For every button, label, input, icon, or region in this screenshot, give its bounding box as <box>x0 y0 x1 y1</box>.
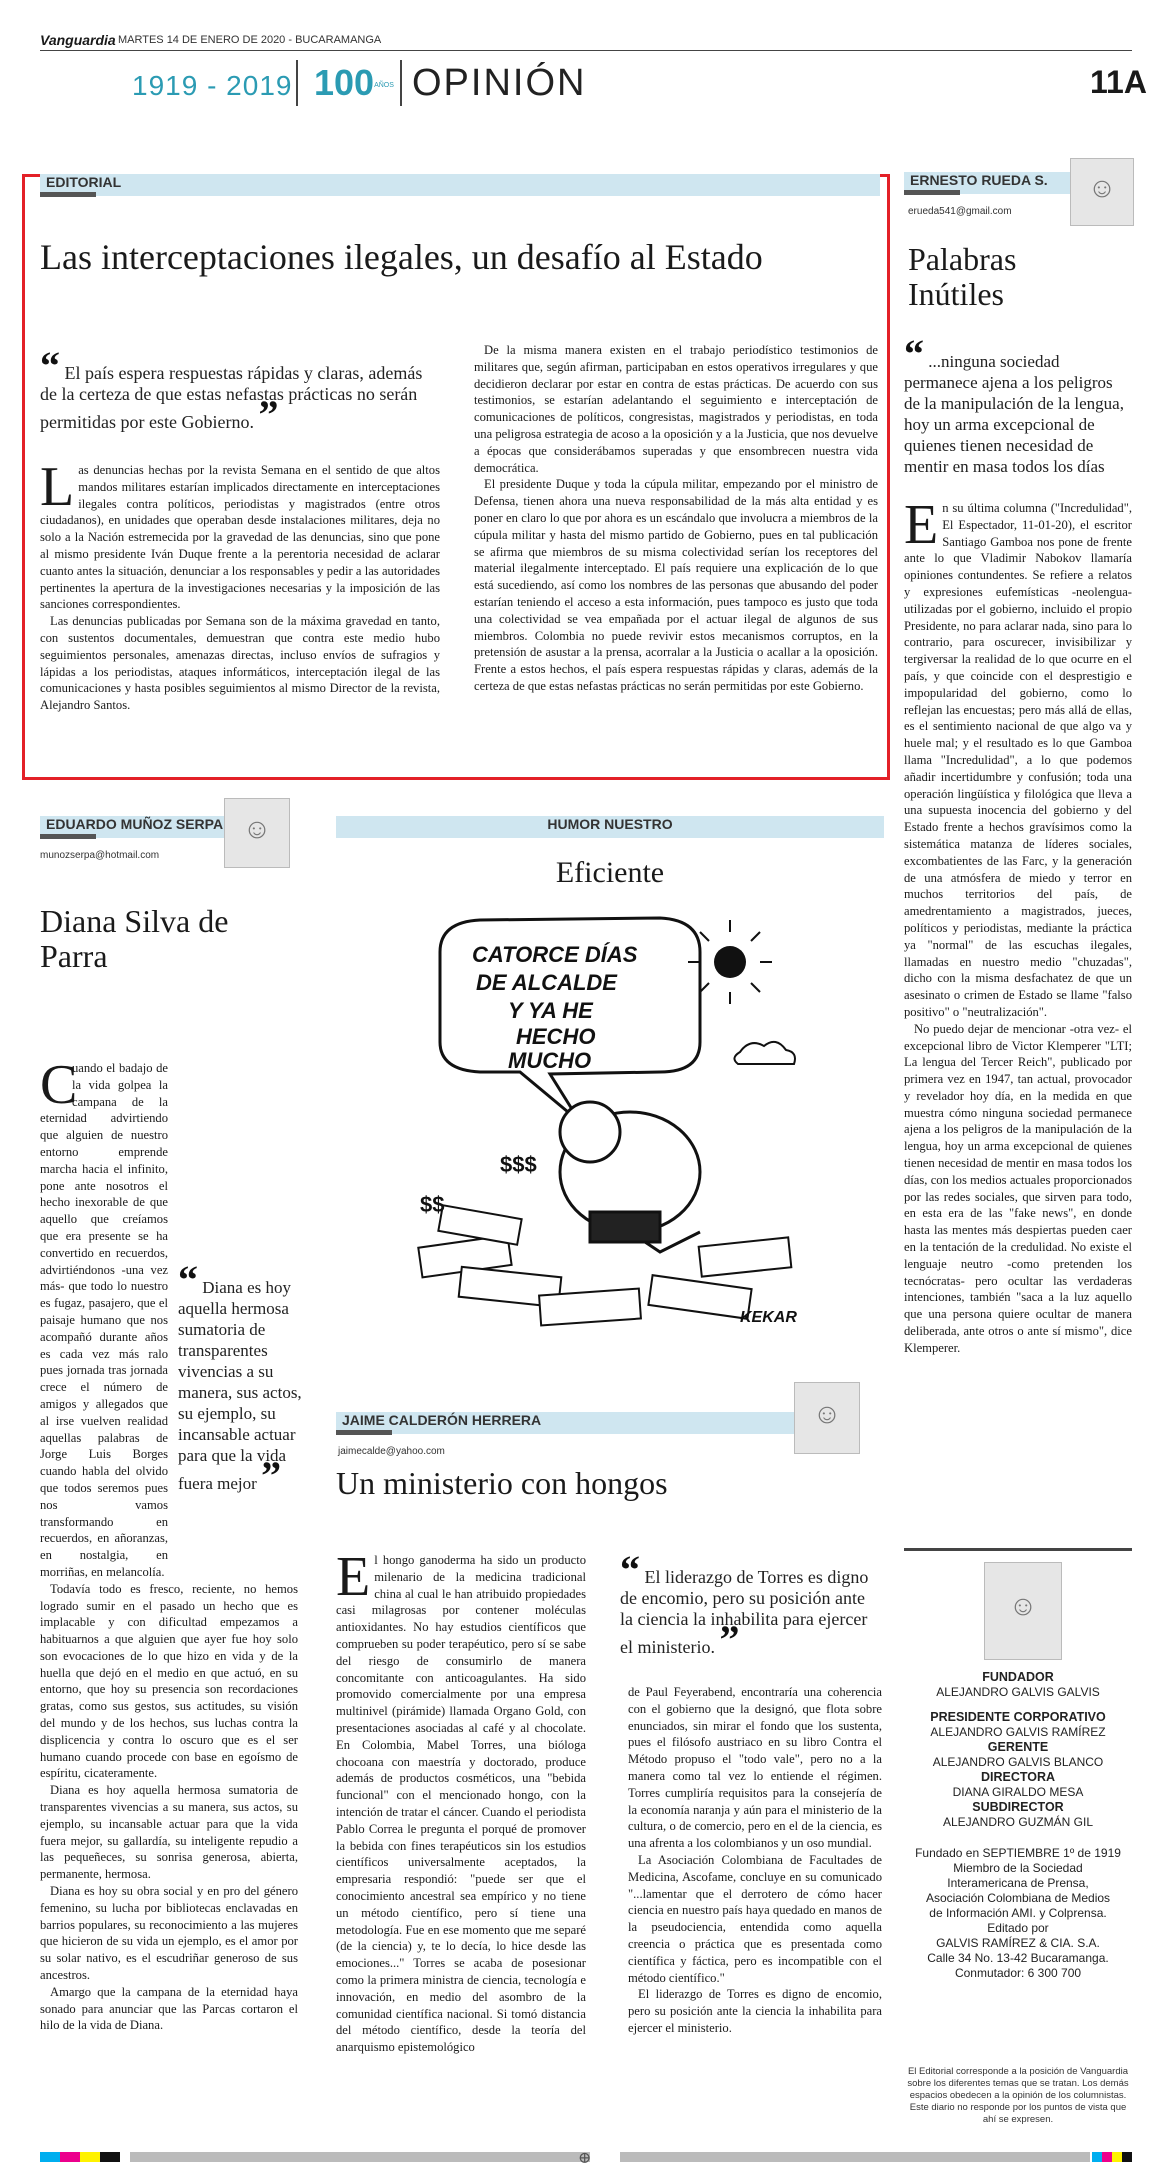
calderon-paragraph: l hongo ganoderma ha sido un producto milenario de la medicina tradicional china al cual le han atribuido propiedades casi milagrosas por contener moléculas antioxidantes. No hay estudios científicos que comprueben su poder terapéutico, pero sí se sabe del riesgo de consumirlo de manera concomitante con anticoagulantes. Ha sido promovido comercialmente por una empresa multinivel (pirámide) llamada Organo Gold, con presentaciones asociadas al café y al chocolate. En Colombia, Mabel Torres, una bióloga chocoana con maestría y doctorado, produce además de productos cosméticos, una "bebida funcional" con el mencionado hongo, con la intención de tratar el cáncer. Cuando el periodista Pablo Correa le pregunta el porqué de promover la bebida con fines terapéuticos sin los estudios científicos universalmente aceptados, la empresaria respondió: "puede ser que el conocimiento ancestral sea empírico y no tiene un método científico, pero sí tiene una metodología. Fue en ese momento que me separé (de la ciencia) y, te lo decía, lo hice desde las emociones..." Torres se acaba de posesionar como la primera ministra de ciencia, tecnología e innovación, en medio del asombro de la comunidad científica nacional. Si tomó distancia del método científico, desde la teoría del anarquismo epistemológico <box>336 1553 586 2055</box>
rueda-pull-quote <box>904 331 1130 477</box>
anniversary-years: 1919 - 2019 <box>132 70 293 101</box>
staff-rule <box>904 1548 1132 1551</box>
founder-portrait <box>984 1562 1062 1660</box>
rueda-dropcap: E <box>904 494 939 556</box>
rueda-paragraph: No puedo dejar de mencionar -otra vez- el excepcional libro de Victor Klemperer "LTI; La lengua del Tercer Reich", publicado por primera vez en 1947, tan actual, provocador y revelador hoy día, en la medida en que muestra cómo ninguna sociedad permanece ajena a los peligros de la manipulación de la lengua, hoy un arma excepcional de quienes tienen necesidad de mentir en masa todos los días, con los medios actuales proporcionados por las redes sociales, que sirven para todo, en esta era de las "fake news", en donde hasta las mentes más despiertas pueden caer en la tentación de la credulidad. No existe el lenguaje neutro -como pretenden los tecnócratas- pero ocultar las verdaderas intenciones, también "saca a la luz aquello que una persona quiere ocultar de manera deliberada, ante otros o ante sí mismo", dice Klemperer. <box>904 1021 1132 1355</box>
editorial-headline: Las interceptaciones ilegales, un desafío al Estado <box>40 237 763 277</box>
calderon-paragraph: El liderazgo de Torres es digno de encomio, pero su posición ante la ciencia la inhabilita para ejercer el ministerio. <box>628 1987 882 2035</box>
rueda-paragraph: n su última columna ("Incredulidad", El Espectador, 11-01-20), el escritor Santiago Gamboa nos pone de frente ante lo que Vladimir Nabokov llamaría opiniones contundentes. Se refiere a relatos y expresiones eufemísticas -neolengua- utilizadas por el gobierno, incluido el propio Presidente, no para aclarar nada, sino para lo contrario, para oscurecer, invisibilizar y tergiversar la realidad de lo que ocurre en el país, y que coincide con el desprestigio e impopularidad del gobierno, como lo reflejan las encuestas; pero más allá de ellas, es el sentimiento nacional de que algo va y huele mal; y el resultado es lo que Gamboa llama "Incredulidad", a lo que podemos añadir incertidumbre y confusión; toda una operación lingüística y filológica que lleva a una supuesta inocencia del gobierno y del Estado frente a hechos gravísimos como la sistemática matanza de líderes sociales, excombatientes de las Farc, y la generación de una atmósfera de miedo y terror en muchos territorios del país, de amedrentamiento a magistrados, jueces, políticos y periodistas, mediante la práctica ya "normal" de las escuchas ilegales, llamadas en nuestro medio "chuzadas", dicho con la misma desfachatez de que un asesinato o crimen de Estado se llame "falso positivo" o "neutralización". <box>904 501 1132 1019</box>
staff-info: Calle 34 No. 13-42 Bucaramanga. <box>927 1951 1109 1965</box>
person-icon: ☺ <box>1008 1591 1038 1623</box>
munoz-band-marker <box>40 834 96 839</box>
subdirector-name: ALEJANDRO GUZMÁN GIL <box>942 1815 1094 1829</box>
logo-word: AÑOS <box>374 81 394 89</box>
calderon-dropcap: E <box>336 1546 371 1608</box>
person-icon: ☺ <box>812 1399 842 1431</box>
humor-title: Eficiente <box>555 856 665 889</box>
founder-role: FUNDADOR <box>982 1670 1054 1684</box>
calderon-band-marker <box>336 1430 392 1435</box>
editorial-paragraph: Las denuncias publicadas por Semana son de la máxima gravedad en tanto, con sustentos documentales, demuestran que contra este medio hubo seguimientos personales, amenazas directas, incluso envíos de sufragios y lápidas a los periodistas, ataques informáticos, interceptación ilegal de las comunicaciones y hasta posibles seguimientos al mismo Director de la revista, Alejandro Santos. <box>40 614 440 713</box>
staff-info: Conmutador: 6 300 700 <box>954 1966 1082 1980</box>
staff-info: Interamericana de Prensa, <box>947 1876 1089 1890</box>
open-quote-icon: “ <box>904 331 924 376</box>
bubble-text: HECHO <box>516 1024 596 1049</box>
dateline: MARTES 14 DE ENERO DE 2020 - BUCARAMANGA <box>118 34 382 46</box>
calderon-column-2 <box>628 1684 882 2037</box>
munoz-paragraph: Todavía todo es fresco, reciente, no hemos logrado sumir en el pasado un hecho que es implacable y con dificultad empezamos a habituarnos a que alguien que ayer fue hoy solo son evocaciones de lo que hizo en vida y de la huella que dejó en el medio en que actuó, en su entorno, que hoy su presencia son recordaciones gratas, como sus gestos, sus actitudes, su visión del mundo y de los hechos, sus luchas contra la displicencia y contra lo oscuro que es el ser humano cuando procede con base en egoísmo de espíritu, cicateramente. <box>40 1581 298 1781</box>
munoz-author: EDUARDO MUÑOZ SERPA <box>46 816 224 832</box>
munoz-paragraph: uando el badajo de la vida golpea la campana de la eternidad advirtiendo que alguien de nuestro entorno emprende marcha hacia el infinito, pone ante nosotros el hecho inexorable de que aquello que creíamos que era presente se ha convertido en recuerdos, advirtiéndonos -una vez más- que todo lo nuestro es fugaz, pasajero, que el paisaje humano que nos acompañó durante años es cada vez más ralo pues jornada tras jornada crece el número de amigos y allegados que al irse vuelven realidad aquellas palabras de Jorge Luis Borges cuando habla del olvido que todos seremos pues nos vamos transformando en recuerdos, en añoranzas, en nostalgia, en morriñas, en melancolía. <box>40 1061 168 1579</box>
cartoonist-signature: KEKAR <box>740 1309 797 1326</box>
calderon-column-1 <box>336 1546 586 2056</box>
humor-label: HUMOR NUESTRO <box>547 816 673 832</box>
calderon-paragraph: de Paul Feyerabend, encontraría una coherencia con el gobierno que la designó, que flota sobre enunciados, sin mirar el fondo que los sustenta, pues el filósofo austriaco en su libro Contra el Método propuso el "todo vale", pero no a la manera como tal vez lo entiende el régimen. Torres cumpliría requisitos para la consejería de la economía naranja y aún para el ministerio de la cultura, o de comercio, pero en el de la ciencia, es una afrenta a los colombianos y un oso mundial. <box>628 1685 882 1851</box>
editorial-paragraph: as denuncias hechas por la revista Semana en el sentido de que altos mandos militares estarían implicados directamente en interceptaciones ilegales contra políticos, periodistas y magistrados (entre otros ciudadanos), en unidades que operaban desde instalaciones militares, deja no solo a la Nación estremecida por la gravedad de las denuncias, sino que pone al mismo presidente Iván Duque frente a la perentoria necesidad de aclarar cuanto antes la situación, denunciar a los responsables y pedir a las autoridades pertinentes la apertura de la investigaciones necesarias y la imposición de las sanciones correspondientes. <box>40 463 440 612</box>
calderon-headline: Un ministerio con hongos <box>336 1465 668 1501</box>
president-role: PRESIDENTE CORPORATIVO <box>930 1710 1106 1724</box>
dollar-sign-icon: $$$ <box>500 1152 537 1177</box>
editorial-paragraph: El presidente Duque y toda la cúpula militar, empezando por el ministro de Defensa, tienen ahora una nueva responsabilidad de la más alta entidad y es poner en claro lo que por ahora es un escándalo que involucra a miembros de la cúpula militar y hasta del mismo partido de Gobierno, pues en tal publicación se afirma que miembros de su misma colectividad serían los receptores del material ilegalmente interceptado. El país requiere una explicación de lo que está sucediendo, así como los nombres de las personas que abusando del poder estarían teniendo el acceso a esta información, pues tampoco es justo que toda una colectividad se vea empañada por el actuar ilegal de algunos de sus miembros. Colombia no puede revivir estos mecanismos corruptos, en la pretensión de asustar a la prensa, acorralar a la Justicia o acallar a la oposición. Frente a estos hechos, el país espera respuestas rápidas y claras, además de la certeza de que estas nefastas prácticas no serán permitidas por este Gobierno. <box>474 477 878 693</box>
munoz-pull-quote-text: Diana es hoy aquella hermosa sumatoria de transparentes vivencias a su manera, sus actos, su ejemplo, su incansable actuar para que la vida fuera mejor <box>178 1278 302 1493</box>
munoz-dropcap: C <box>40 1054 78 1116</box>
editorial-pull-quote-text: El país espera respuestas rápidas y claras, además de la certeza de que estas nefastas prácticas no serán permitidas por este Gobierno. <box>40 363 423 432</box>
logo-number: 100 <box>314 62 375 103</box>
calderon-author: JAIME CALDERÓN HERRERA <box>342 1412 542 1428</box>
staff-info: de Información AMI. y Colprensa. <box>929 1906 1107 1920</box>
editorial-dropcap: L <box>40 456 75 518</box>
rueda-pull-quote-text: ...ninguna sociedad permanece ajena a los peligros de la manipulación de la lengua, hoy un arma excepcional de quienes tienen necesidad de mentir en masa todos los días <box>904 352 1124 476</box>
director-name: DIANA GIRALDO MESA <box>952 1785 1084 1799</box>
anniversary-logo <box>314 62 394 104</box>
staff-info: Editado por <box>987 1921 1049 1935</box>
munoz-paragraph: Amargo que la campana de la eternidad haya sonado para anunciar que las Parcas cortaron el hilo de la vida de Diana. <box>40 1984 298 2033</box>
dollar-sign-icon: $$ <box>420 1192 445 1217</box>
close-quote-icon: ” <box>719 1617 740 1662</box>
munoz-avatar <box>224 798 290 868</box>
calderon-avatar <box>794 1382 860 1454</box>
open-quote-icon: “ <box>40 343 60 388</box>
mayor-figure <box>560 1102 700 1252</box>
editorial-label: EDITORIAL <box>46 174 122 190</box>
rueda-body <box>904 494 1132 1357</box>
header-divider-2 <box>400 60 402 106</box>
rueda-email: erueda541@gmail.com <box>908 206 1012 217</box>
rueda-band-marker <box>904 190 960 195</box>
munoz-headline: Diana Silva de Parra <box>40 903 229 975</box>
close-quote-icon: ” <box>261 1453 282 1498</box>
editorial-band <box>40 174 880 196</box>
calderon-pull-quote <box>620 1547 882 1662</box>
rueda-headline: Palabras Inútiles <box>908 241 1017 313</box>
staff-info: Fundado en SEPTIEMBRE 1º de 1919 <box>915 1846 1121 1860</box>
disclaimer: El Editorial corresponde a la posición de Vanguardia sobre los diferentes temas que se tratan. Los demás espacios obedecen a la opinión de los columnistas. Este diario no responde por los puntos de vista que ahí se expresen. <box>907 2066 1129 2125</box>
staff-info: GALVIS RAMÍREZ & CIA. S.A. <box>936 1936 1100 1950</box>
open-quote-icon: “ <box>178 1257 198 1302</box>
rueda-avatar <box>1070 158 1134 226</box>
staff-info: Miembro de la Sociedad <box>953 1861 1083 1875</box>
header-rule <box>40 50 1132 51</box>
page-number: 11A <box>1090 64 1147 100</box>
person-icon: ☺ <box>242 814 272 846</box>
bubble-text: CATORCE DÍAS <box>472 942 638 967</box>
cartoon-illustration <box>400 912 840 1352</box>
president-name: ALEJANDRO GALVIS RAMÍREZ <box>930 1725 1106 1739</box>
close-quote-icon: ” <box>258 392 279 437</box>
bubble-text: MUCHO <box>508 1048 592 1073</box>
editorial-pull-quote <box>40 343 440 437</box>
bubble-text: DE ALCALDE <box>476 970 617 995</box>
director-role: DIRECTORA <box>980 1770 1056 1784</box>
editorial-band-marker <box>40 192 96 197</box>
staff-info: Asociación Colombiana de Medios <box>925 1891 1111 1905</box>
munoz-body <box>40 1054 298 2034</box>
open-quote-icon: “ <box>620 1547 640 1592</box>
registration-mark-icon: ⊕ <box>578 2150 592 2167</box>
staff-box <box>904 1670 1132 1981</box>
cloud-icon <box>734 1042 795 1064</box>
munoz-email: munozserpa@hotmail.com <box>40 850 160 861</box>
section-title: OPINIÓN <box>412 62 587 104</box>
munoz-paragraph: Diana es hoy su obra social y en pro del género femenino, su lucha por bibliotecas enclavadas en barrios populares, su reconocimiento a las mujeres que hicieron de su vida un ejemplo, es el amor por su solar nativo, es el escudriñar generoso de sus ancestros. <box>40 1884 298 1983</box>
editorial-paragraph: De la misma manera existen en el trabajo periodístico testimonios de militares que, según afirman, participaban en estos operativos irregulares y que decidieron declarar por estar en contra de estas prácticas. De acuerdo con sus testimonios, se estarían adelantando el seguimiento e interceptación de comunicaciones de políticos, congresistas, magistrados y periodistas, en toda una peligrosa estrategia de acoso a la oposición y a la Justicia, que nos devuelve a épocas que considerábamos superadas y que ensombrecen nuestra vida democrática. <box>474 343 878 475</box>
bubble-text: Y YA HE <box>508 998 593 1023</box>
editorial-column-2 <box>474 342 878 695</box>
masthead: Vanguardia <box>40 32 116 48</box>
person-icon: ☺ <box>1087 173 1117 205</box>
manager-name: ALEJANDRO GALVIS BLANCO <box>932 1755 1104 1769</box>
founder-name: ALEJANDRO GALVIS GALVIS <box>936 1685 1100 1699</box>
manager-role: GERENTE <box>987 1740 1049 1754</box>
calderon-email: jaimecalde@yahoo.com <box>338 1446 445 1457</box>
calderon-paragraph: La Asociación Colombiana de Facultades de Medicina, Ascofame, concluye en su comunicado "...lamentar que el derrotero de cómo hacer ciencia en nuestro país haya quedado en manos de la pseudociencia, entendida como aquella creencia o práctica que es presentada como científica y fáctica, pero es incompatible con el método científico." <box>628 1852 882 1985</box>
subdirector-role: SUBDIRECTOR <box>972 1800 1064 1814</box>
rueda-author: ERNESTO RUEDA S. <box>910 172 1048 188</box>
calderon-pull-quote-text: El liderazgo de Torres es digno de encomio, pero su posición ante la ciencia la inhabilita para ejercer el ministerio. <box>620 1567 869 1657</box>
editorial-column-1 <box>40 456 440 714</box>
header-divider <box>296 60 298 106</box>
munoz-paragraph: Diana es hoy aquella hermosa sumatoria de transparentes vivencias a su manera, sus actos, su ejemplo, su incansable actuar para que la vida fuera mejor, su gallardía, su inteligente repudio a las pequeñeces, su sonrisa generosa, abierta, permanente, hermosa. <box>40 1783 298 1882</box>
